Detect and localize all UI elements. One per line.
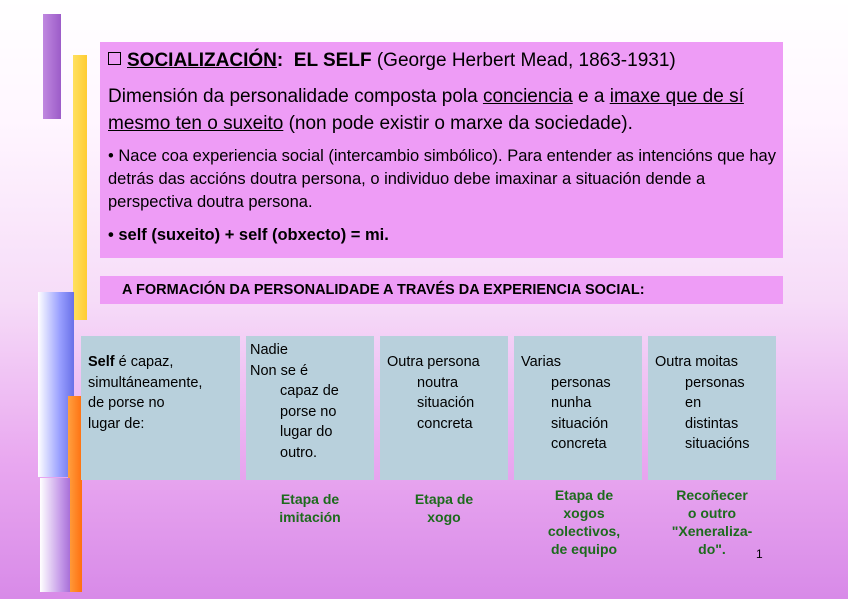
stage-box-outra-persona: Outra persona noutra situación concreta bbox=[380, 336, 508, 480]
decor-bar-purple-top bbox=[43, 14, 61, 119]
stage-label-outro-xeneralizado: Recoñecer o outro "Xeneraliza- do". bbox=[671, 487, 753, 557]
stage-label-xogo: Etapa de xogo bbox=[414, 491, 474, 525]
decor-bar-purple-bottom bbox=[40, 478, 70, 592]
stage-box-varias-personas: Varias personas nunha situación concreta bbox=[514, 336, 642, 480]
section-subheading: A FORMACIÓN DA PERSONALIDADE A TRAVÉS DA EXPERIENCIA SOCIAL: bbox=[100, 276, 783, 304]
stage-label-imitacion: Etapa de imitación bbox=[279, 491, 341, 525]
bullet-self-formula: • self (suxeito) + self (obxecto) = mi. bbox=[108, 226, 389, 244]
intro-box bbox=[100, 42, 783, 258]
stage-label-xogos-colectivos: Etapa de xogos colectivos, de equipo bbox=[547, 487, 621, 557]
stage-box-outras-moitas: Outra moitas personas en distintas situacións bbox=[648, 336, 776, 480]
page-number: 1 bbox=[756, 547, 763, 561]
decor-bar-orange bbox=[68, 396, 82, 592]
checkbox-square-icon bbox=[108, 52, 121, 65]
slide-title: SOCIALIZACIÓN: EL SELF (George Herbert Mead, 1863-1931) bbox=[108, 48, 783, 74]
self-definition: Dimensión da personalidade composta pola conciencia e a imaxe que de sí mesmo ten o suxeito (non pode existir o marxe da sociedade). bbox=[108, 86, 744, 134]
stage-box-self: Self é capaz, simultáneamente, de porse no lugar de: bbox=[81, 336, 240, 480]
bullet-social-experience: • Nace coa experiencia social (intercambio simbólico). Para entender as intencións que hay detrás das accións doutra persona, o individuo debe imaxinar a situación dende a perspectiva doutra persona. bbox=[108, 147, 776, 211]
stage-box-nadie: Nadie Non se é capaz de porse no lugar do outro. bbox=[246, 336, 374, 480]
decor-bar-yellow bbox=[73, 55, 87, 320]
